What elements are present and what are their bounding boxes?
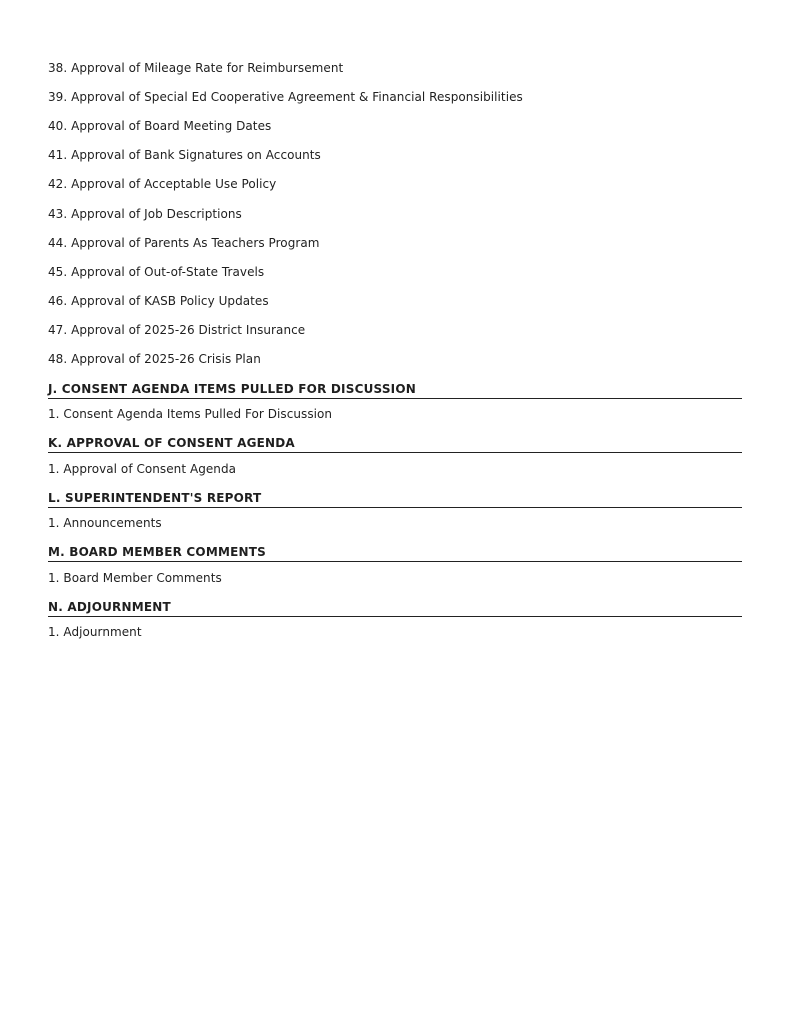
agenda-item-39: 39. Approval of Special Ed Cooperative Agreement & Financial Responsibilities xyxy=(48,90,523,104)
agenda-item-40: 40. Approval of Board Meeting Dates xyxy=(48,119,272,133)
agenda-item-45: 45. Approval of Out-of-State Travels xyxy=(48,265,265,279)
section-heading-k: K. APPROVAL OF CONSENT AGENDA xyxy=(48,436,742,453)
section-heading-l: L. SUPERINTENDENT'S REPORT xyxy=(48,491,742,508)
agenda-item-44: 44. Approval of Parents As Teachers Program xyxy=(48,236,320,250)
section-m-item-1: 1. Board Member Comments xyxy=(48,571,222,585)
section-heading-j: J. CONSENT AGENDA ITEMS PULLED FOR DISCUSSION xyxy=(48,382,742,399)
section-j-item-1: 1. Consent Agenda Items Pulled For Discussion xyxy=(48,407,333,421)
section-l-item-1: 1. Announcements xyxy=(48,516,162,530)
section-n-item-1: 1. Adjournment xyxy=(48,625,142,639)
agenda-item-43: 43. Approval of Job Descriptions xyxy=(48,207,242,221)
agenda-item-41: 41. Approval of Bank Signatures on Accounts xyxy=(48,148,321,162)
agenda-item-47: 47. Approval of 2025-26 District Insurance xyxy=(48,323,306,337)
section-heading-m: M. BOARD MEMBER COMMENTS xyxy=(48,545,742,562)
section-heading-n: N. ADJOURNMENT xyxy=(48,600,742,617)
agenda-item-42: 42. Approval of Acceptable Use Policy xyxy=(48,177,277,191)
agenda-item-38: 38. Approval of Mileage Rate for Reimbursement xyxy=(48,61,344,75)
section-k-item-1: 1. Approval of Consent Agenda xyxy=(48,462,237,476)
agenda-item-46: 46. Approval of KASB Policy Updates xyxy=(48,294,269,308)
agenda-item-48: 48. Approval of 2025-26 Crisis Plan xyxy=(48,352,261,366)
